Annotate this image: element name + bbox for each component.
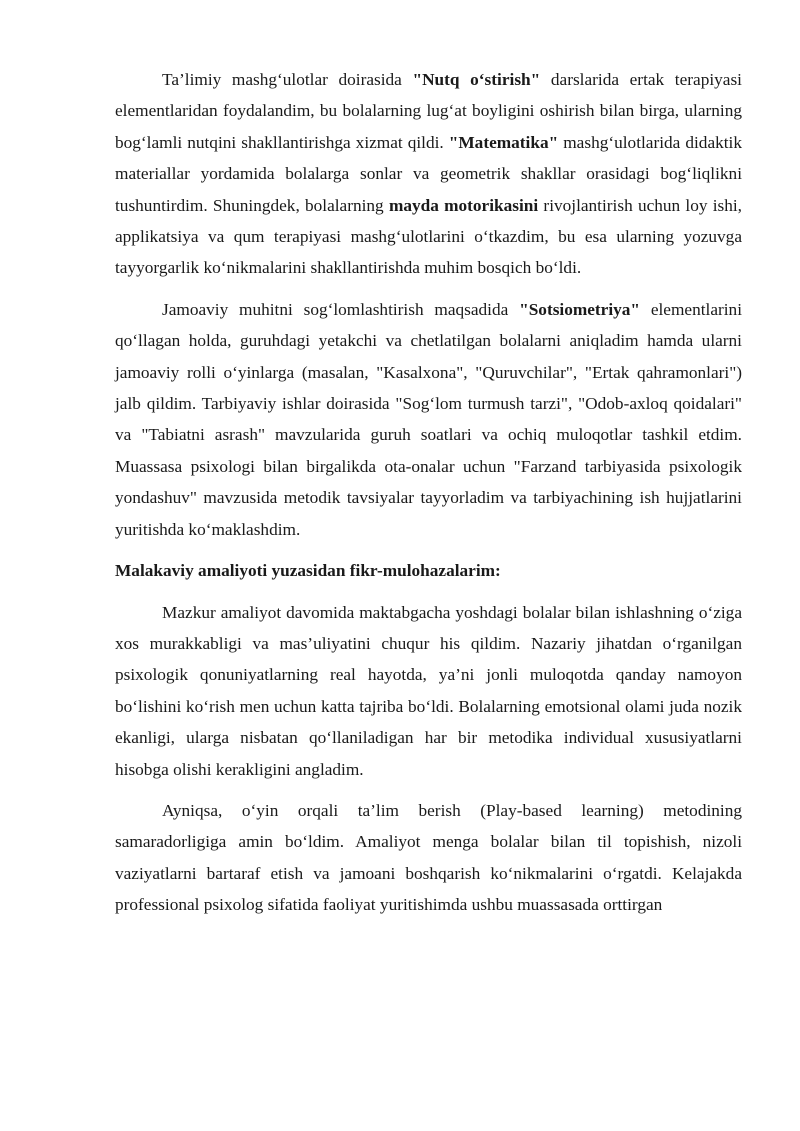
paragraph-text: darslarida ertak terapiyasi elementlaridan foydalandim, bu bolalarning lug‘at boyligini oshirish bilan birga, ularning bog‘lamli nutqini shakllantirishga xizmat qildi. bbox=[115, 70, 742, 152]
paragraph-text: Ta’limiy mashg‘ulotlar doirasida bbox=[162, 70, 413, 89]
paragraph-sociometry bbox=[115, 294, 742, 545]
paragraph-reflection-2: Ayniqsa, o‘yin orqali ta’lim berish (Play-based learning) metodining samaradorligiga amin bo‘ldim. Amaliyot menga bolalar bilan til topishish, nizoli vaziyatlarni bartaraf etish va jamoani boshqarish ko‘nikmalarini o‘rgatdi. Kelajakda professional psixolog sifatida faoliyat yuritishimda ushbu muassasada orttirgan bbox=[115, 800, 742, 915]
bold-term-sotsiometriya: "Sotsiometriya" bbox=[519, 299, 641, 319]
bold-term-matematika: "Matematika" bbox=[448, 132, 559, 152]
bold-term-motorika: mayda motorikasini bbox=[388, 195, 539, 215]
paragraph-text: elementlarini qo‘llagan holda, guruhdagi yetakchi va chetlatilgan bolalarni aniqladim hamda ularni jamoaviy rolli o‘yinlarga (masalan, "Kasalxona", "Quruvchilar", "Ertak qahramonlari") jalb qildim. Tarbiyaviy ishlar doirasida "Sog‘lom turmush tarzi", "Odob-axloq qoidalari" va "Tabiatni asrash" mavzularida guruh soatlari va ochiq muloqotlar tashkil etdim. Muassasa psixologi bilan birgalikda ota-onalar uchun "Farzand tarbiyasida psixologik yondashuv" mavzusida metodik tavsiyalar tayyorladim va tarbiyachining ish hujjatlarini yuritishda ko‘maklashdim. bbox=[115, 299, 742, 539]
paragraph-lessons bbox=[115, 64, 742, 284]
document-page bbox=[115, 64, 742, 921]
bold-term-nutq: "Nutq o‘stirish" bbox=[412, 70, 541, 89]
paragraph-text: Jamoaviy muhitni sog‘lomlashtirish maqsadida bbox=[162, 299, 520, 319]
paragraph-text: rivojlantirish uchun loy ishi, applikatsiya va qum terapiyasi mashg‘ulotlarini o‘tkazdim, bu esa ularning yozuvga tayyorgarlik ko‘nikmalarini shakllantirishda muhim bosqich bo‘ldi. bbox=[115, 195, 743, 278]
paragraph-text: mashg‘ulotlarida didaktik materiallar yordamida bolalarga sonlar va geometrik shakllar orasidagi bog‘liqlikni tushuntirdim. Shuningdek, bolalarning bbox=[115, 132, 743, 215]
paragraph-reflection-1: Mazkur amaliyot davomida maktabgacha yoshdagi bolalar bilan ishlashning o‘ziga xos murakkabligi va mas’uliyatini chuqur his qildim. Nazariy jihatdan o‘rganilgan psixologik qonuniyatlarning real hayotda, ya’ni jonli muloqotda qanday namoyon bo‘lishini ko‘rish men uchun katta tajriba bo‘ldi. Bolalarning emotsional olami juda nozik ekanligi, ularga nisbatan qo‘llaniladigan har bir metodika individual xususiyatlarni hisobga olishi kerakligini angladim. bbox=[115, 602, 742, 779]
section-heading: Malakaviy amaliyoti yuzasidan fikr-mulohazalarim: bbox=[115, 561, 501, 581]
